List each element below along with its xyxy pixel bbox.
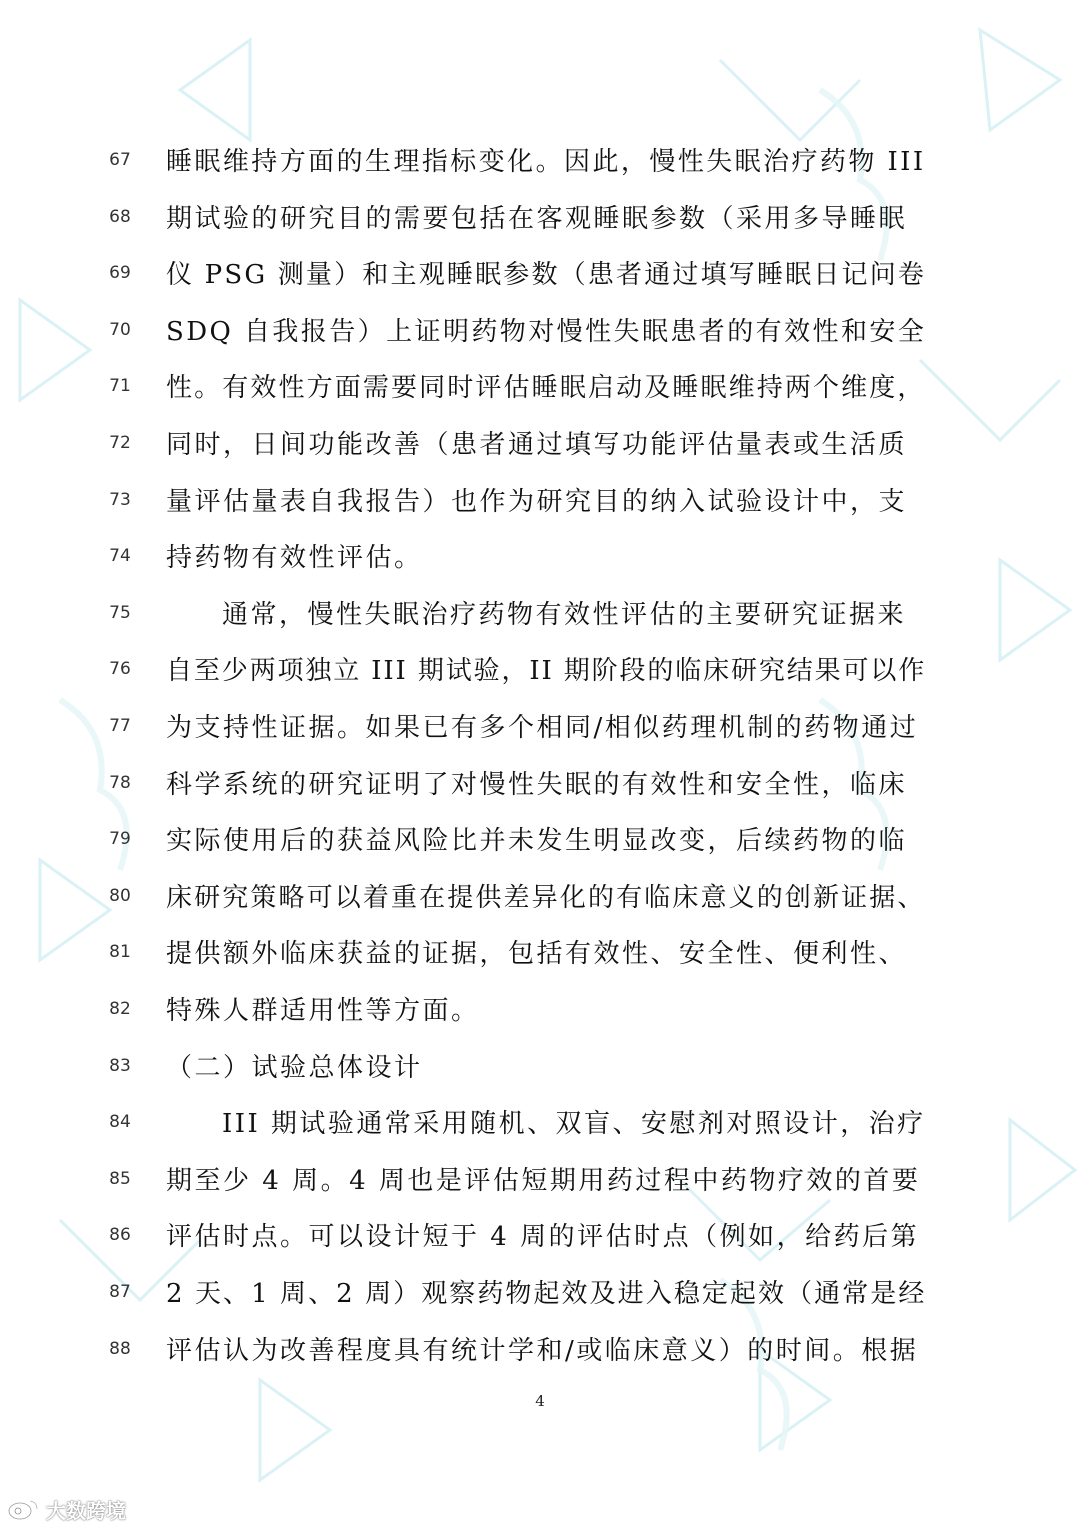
line-number: 74 [109, 546, 131, 567]
line-number: 86 [109, 1225, 131, 1246]
source-watermark-text: 大数跨境 [46, 1498, 126, 1523]
document-line [0, 813, 1080, 869]
line-text: 科学系统的研究证明了对慢性失眠的有效性和安全性，临床 [166, 769, 908, 800]
line-number: 78 [109, 772, 131, 793]
line-text: 为支持性证据。如果已有多个相同/相似药理机制的药物通过 [166, 713, 919, 743]
line-number: 77 [109, 716, 131, 736]
line-text: 自至少两项独立 III 期试验，II 期阶段的临床研究结果可以作 [166, 656, 927, 687]
line-number: 84 [109, 1112, 131, 1133]
document-line [0, 304, 1080, 360]
document-line [0, 474, 1080, 530]
document-line [0, 530, 1080, 586]
line-number: 72 [109, 433, 131, 453]
line-number: 82 [109, 999, 131, 1019]
document-line [0, 587, 1080, 643]
line-number: 68 [109, 206, 131, 227]
document-line [0, 757, 1080, 813]
line-text: 期试验的研究目的需要包括在客观睡眠参数（采用多导睡眠 [166, 203, 908, 234]
line-text: 特殊人群适用性等方面。 [166, 996, 480, 1026]
line-number: 75 [109, 602, 131, 623]
line-number: 76 [109, 659, 131, 680]
line-text: 持药物有效性评估。 [166, 543, 423, 574]
document-line [0, 926, 1080, 982]
line-text: 床研究策略可以着重在提供差异化的有临床意义的创新证据、 [166, 882, 926, 913]
line-text: SDQ 自我报告）上证明药物对慢性失眠患者的有效性和安全 [166, 316, 927, 347]
document-line [0, 1209, 1080, 1265]
document-line [0, 1266, 1080, 1322]
document-line [0, 191, 1080, 247]
source-watermark [6, 1495, 126, 1523]
line-number: 80 [109, 885, 131, 906]
line-text: 量评估量表自我报告）也作为研究目的纳入试验设计中，支 [166, 486, 908, 517]
line-number: 87 [109, 1282, 131, 1302]
page-number: 4 [535, 1392, 545, 1410]
line-number: 69 [109, 263, 131, 284]
document-line [0, 1040, 1080, 1096]
line-text: 同时，日间功能改善（患者通过填写功能评估量表或生活质 [166, 430, 908, 460]
document-line [0, 1096, 1080, 1152]
document-line [0, 247, 1080, 303]
document-line [0, 360, 1080, 416]
line-number: 79 [109, 829, 131, 850]
line-text: 评估认为改善程度具有统计学和/或临床意义）的时间。根据 [166, 1335, 919, 1366]
document-line [0, 700, 1080, 756]
document-line [0, 1153, 1080, 1209]
line-text: 性。有效性方面需要同时评估睡眠启动及睡眠维持两个维度， [166, 373, 926, 404]
line-number: 71 [109, 376, 131, 397]
document-line [0, 983, 1080, 1039]
line-text: 通常，慢性失眠治疗药物有效性评估的主要研究证据来 [222, 599, 907, 630]
document-line [0, 417, 1080, 473]
line-text: 评估时点。可以设计短于 4 周的评估时点（例如，给药后第 [166, 1222, 920, 1253]
line-number: 81 [109, 942, 131, 963]
line-number: 67 [109, 150, 131, 170]
line-number: 73 [109, 489, 131, 510]
line-text: （二）试验总体设计 [166, 1052, 423, 1083]
line-text: 2 天、1 周、2 周）观察药物起效及进入稳定起效（通常是经 [166, 1279, 927, 1309]
line-text: 睡眠维持方面的生理指标变化。因此，慢性失眠治疗药物 III [166, 147, 926, 177]
weibo-style-logo-icon [6, 1497, 42, 1521]
line-number: 70 [109, 319, 131, 340]
line-text: 仪 PSG 测量）和主观睡眠参数（患者通过填写睡眠日记问卷 [166, 260, 927, 291]
line-number: 85 [109, 1168, 131, 1189]
document-line [0, 870, 1080, 926]
line-text: 提供额外临床获益的证据，包括有效性、安全性、便利性、 [166, 939, 908, 970]
document-line [0, 134, 1080, 190]
document-line [0, 1323, 1080, 1379]
line-text: 实际使用后的获益风险比并未发生明显改变，后续药物的临 [166, 826, 908, 857]
document-line [0, 643, 1080, 699]
line-number: 88 [109, 1338, 131, 1359]
line-text: 期至少 4 周。4 周也是评估短期用药过程中药物疗效的首要 [166, 1165, 921, 1196]
line-number: 83 [109, 1055, 131, 1076]
line-text: III 期试验通常采用随机、双盲、安慰剂对照设计，治疗 [222, 1109, 926, 1140]
